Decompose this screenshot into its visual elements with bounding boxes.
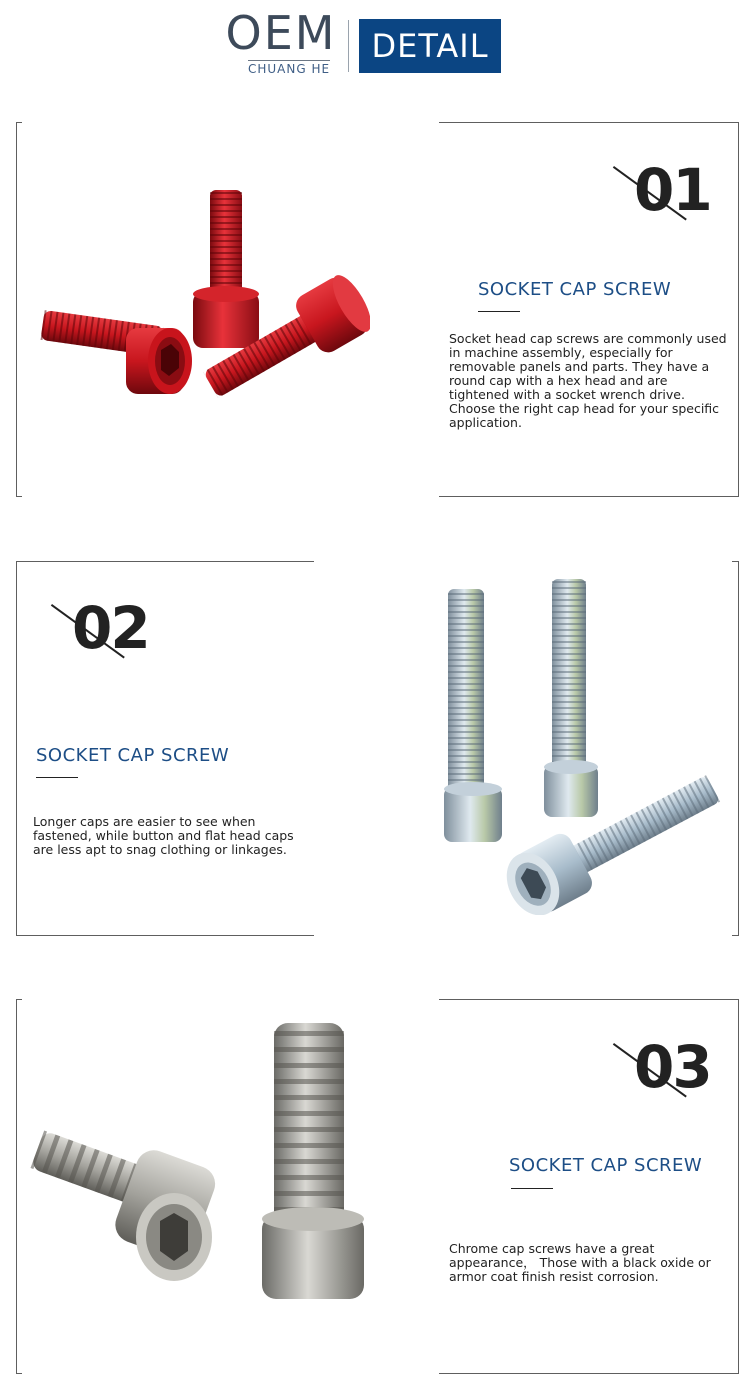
- page-header: [0, 0, 750, 90]
- section-1-title-rule: [478, 311, 520, 312]
- section-1-description: Socket head cap screws are commonly used in machine assembly, especially for removable panels and parts. They have a round cap with a hex head and are tightened with a socket wrench drive. Choose the right cap head for your specific application.: [449, 331, 727, 430]
- logo-oem: OEM: [225, 6, 337, 60]
- section-2-description: Longer caps are easier to see when fastened, while button and flat head caps are less apt to snag clothing or linkages.: [33, 814, 294, 857]
- detail-badge: DETAIL: [359, 19, 501, 73]
- section-3-product-photo: [22, 1015, 372, 1315]
- steel-screw-vertical: [262, 1023, 364, 1299]
- red-screw-left: [40, 310, 192, 394]
- section-2-title-rule: [36, 777, 78, 778]
- section-2-title: SOCKET CAP SCREW: [36, 745, 230, 766]
- section-1-product-photo: [30, 180, 370, 420]
- section-1-title: SOCKET CAP SCREW: [478, 279, 672, 300]
- header-divider: [348, 20, 349, 72]
- red-screw-vertical: [193, 190, 259, 348]
- zinc-screw-middle: [544, 579, 598, 817]
- section-3-description: Chrome cap screws have a great appearance， Those with a black oxide or armor coat finish resist corrosion.: [449, 1241, 711, 1284]
- section-3-title: SOCKET CAP SCREW: [509, 1155, 703, 1176]
- logo-rule: [248, 60, 330, 61]
- zinc-screw-right: [496, 759, 726, 915]
- section-2-product-photo: [436, 575, 726, 915]
- logo-subtitle: CHUANG HE: [247, 62, 331, 76]
- section-3-title-rule: [511, 1188, 553, 1189]
- zinc-screw-left: [444, 589, 502, 842]
